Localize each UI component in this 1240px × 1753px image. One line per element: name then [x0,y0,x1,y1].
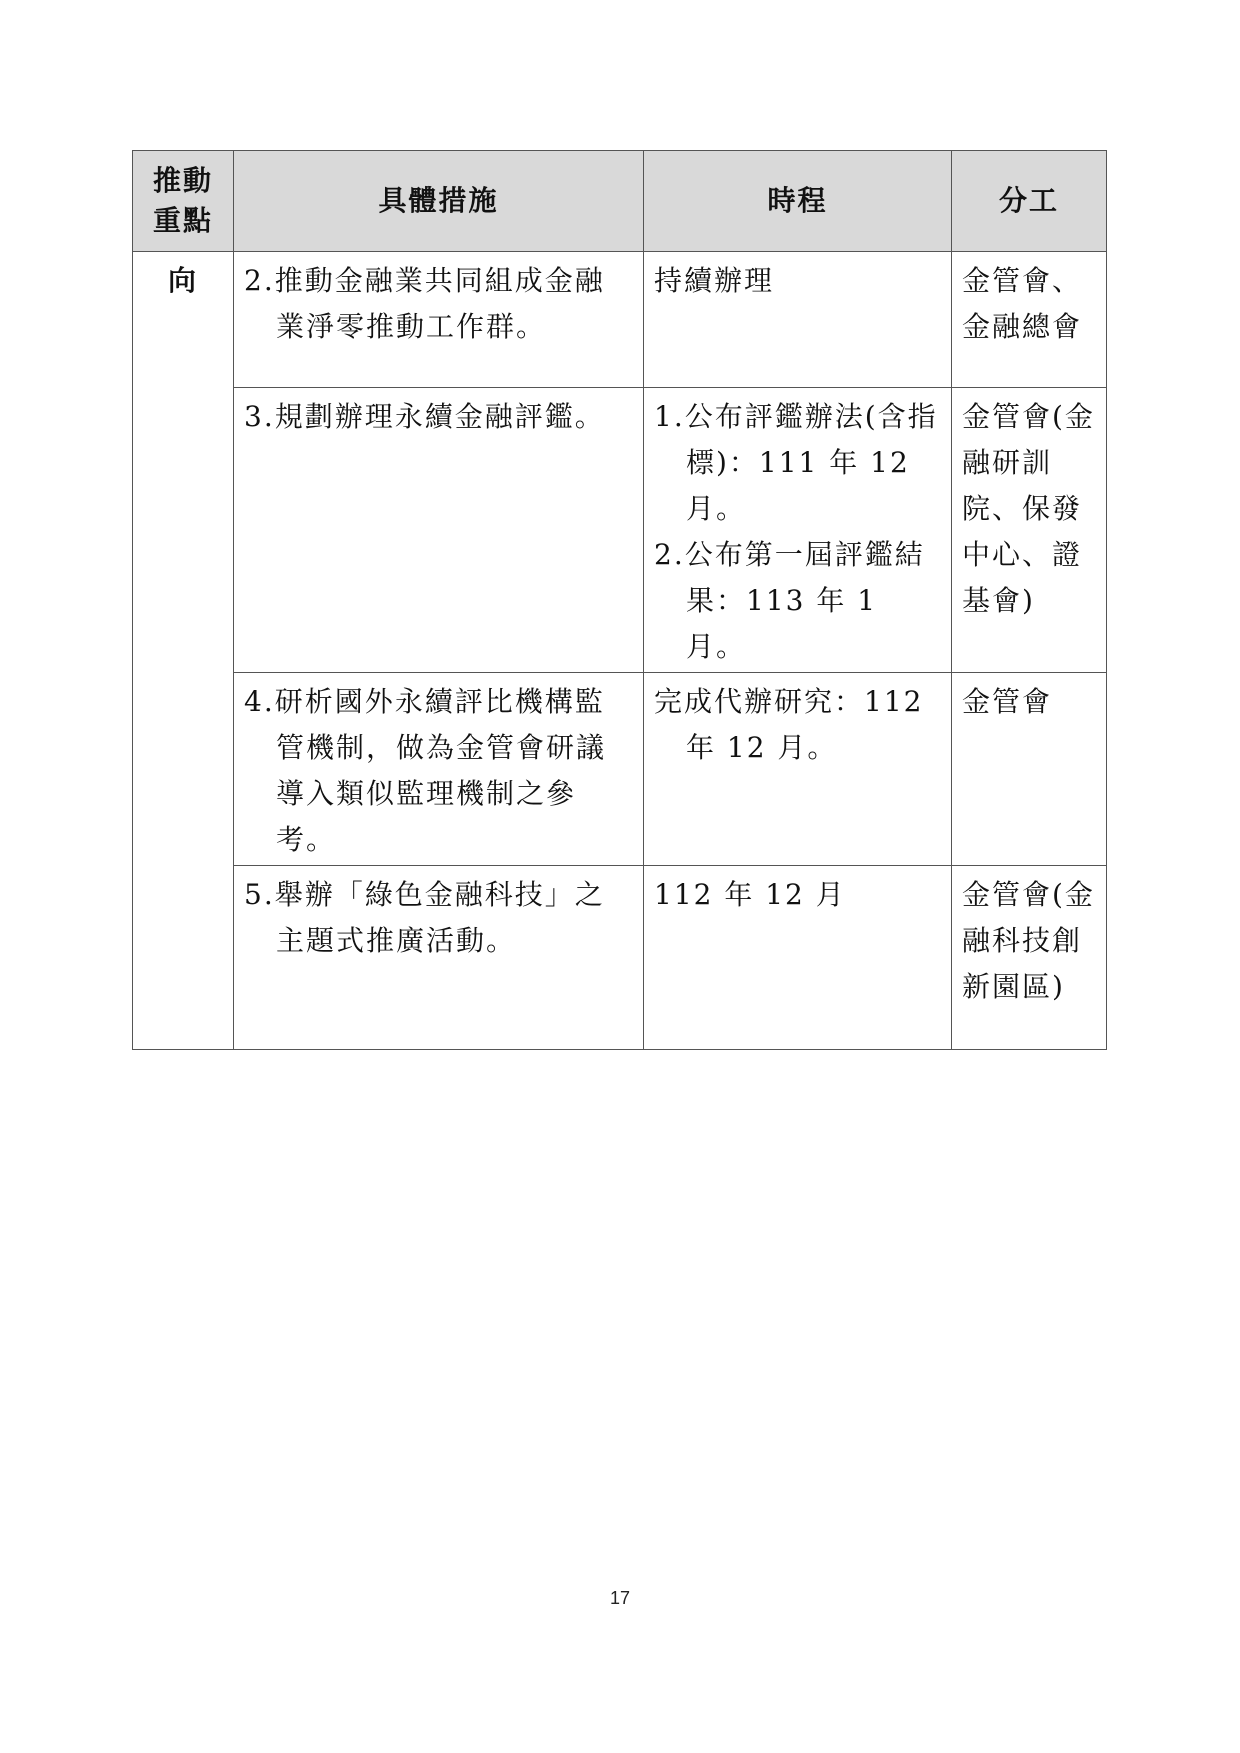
measure-text: 5.舉辦「綠色金融科技」之主題式推廣活動。 [244,878,605,957]
schedule-cell [644,388,952,673]
schedule-cell [644,673,952,866]
table-header-row [133,151,1107,252]
page-number: 17 [609,1588,631,1608]
schedule-text: 完成代辦研究：112 年 12 月。 [654,685,924,764]
measure-text: 2.推動金融業共同組成金融業淨零推動工作群。 [244,264,605,343]
table-row [133,866,1107,1050]
measure-text: 4.研析國外永續評比機構監管機制，做為金管會研議導入類似監理機制之參考。 [244,685,607,856]
schedule-text: 1.公布評鑑辦法(含指標)：111 年 12 月。 [654,400,938,525]
header-division: 分工 [952,151,1107,252]
focus-cell: 向 [133,252,234,1050]
table-row [133,388,1107,673]
division-cell: 金管會(金融研訓院、保發中心、證基會) [952,388,1107,673]
measure-cell [234,866,644,1050]
measure-text: 3.規劃辦理永續金融評鑑。 [244,400,605,433]
table-row [133,252,1107,388]
schedule-text: 112 年 12 月 [654,878,846,911]
division-cell: 金管會(金融科技創新園區) [952,866,1107,1050]
table-row [133,673,1107,866]
schedule-cell [644,866,952,1050]
division-cell: 金管會 [952,673,1107,866]
header-measures: 具體措施 [234,151,644,252]
header-schedule: 時程 [644,151,952,252]
schedule-cell [644,252,952,388]
measure-cell [234,673,644,866]
header-focus: 推動重點 [133,151,234,252]
division-cell: 金管會、金融總會 [952,252,1107,388]
schedule-text: 2.公布第一屆評鑑結果：113 年 1 月。 [654,538,925,663]
action-plan-table [132,150,1107,1050]
measure-cell [234,252,644,388]
measure-cell [234,388,644,673]
schedule-text: 持續辦理 [654,264,775,297]
